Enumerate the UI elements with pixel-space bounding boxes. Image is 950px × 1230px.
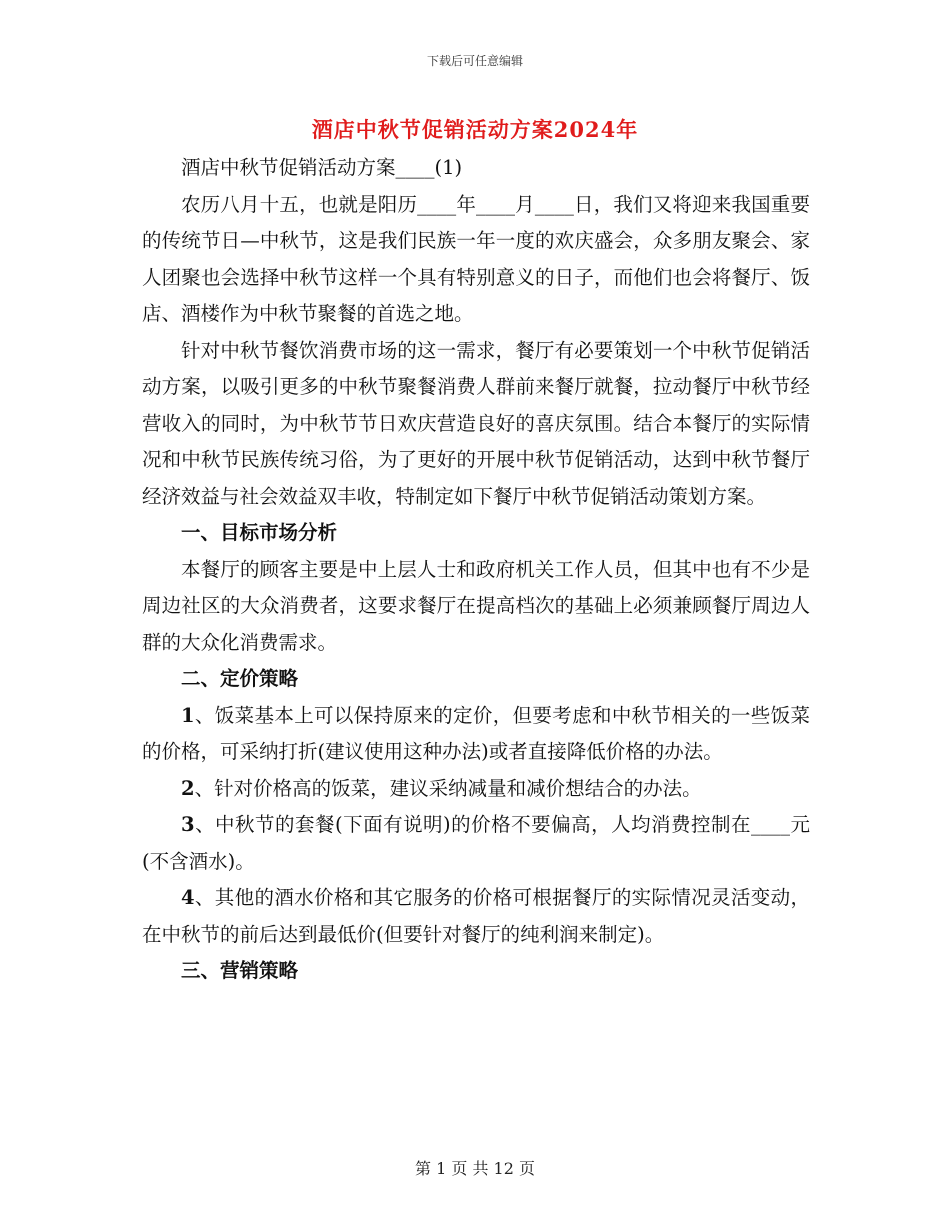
- document-body: [142, 150, 810, 990]
- heading-marketing: 三、营销策略: [181, 959, 299, 982]
- paragraph-purpose: 针对中秋节餐饮消费市场的这一需求，餐厅有必要策划一个中秋节促销活动方案，以吸引更多的中秋节聚餐消费人群前来餐厅就餐，拉动餐厅中秋节经营收入的同时，为中秋节节日欢庆营造良好的喜庆氛围。结合本餐厅的实际情况和中秋节民族传统习俗，为了更好的开展中秋节促销活动，达到中秋节餐厅经济效益与社会效益双丰收，特制定如下餐厅中秋节促销活动策划方案。: [142, 338, 810, 508]
- item-text: 、其他的酒水价格和其它服务的价格可根据餐厅的实际情况灵活变动，在中秋节的前后达到最低价(但要针对餐厅的纯利润来制定)。: [142, 886, 810, 946]
- pricing-item-1: [142, 698, 810, 771]
- item-text: 、饭菜基本上可以保持原来的定价，但要考虑和中秋节相关的一些饭菜的价格，可采纳打折(建议使用这种办法)或者直接降低价格的办法。: [142, 703, 810, 763]
- heading-pricing: 二、定价策略: [181, 667, 299, 690]
- item-number: 3: [181, 813, 195, 836]
- page-footer: 第 1 页 共 12 页: [415, 1159, 535, 1178]
- item-text: 、中秋节的套餐(下面有说明)的价格不要偏高，人均消费控制在____元(不含酒水)。: [142, 813, 810, 873]
- pricing-item-2: [142, 771, 810, 808]
- heading-target-market: 一、目标市场分析: [181, 521, 338, 544]
- paragraph-subtitle: 酒店中秋节促销活动方案____(1): [181, 156, 463, 179]
- paragraph-target-market: 本餐厅的顾客主要是中上层人士和政府机关工作人员，但其中也有不少是周边社区的大众消费者，这要求餐厅在提高档次的基础上必须兼顾餐厅周边人群的大众化消费需求。: [142, 557, 810, 654]
- item-number: 1: [181, 703, 195, 727]
- header-note: 下载后可任意编辑: [426, 54, 523, 68]
- item-number: 2: [181, 776, 195, 800]
- pricing-item-4: [142, 880, 810, 953]
- pricing-item-3: [142, 807, 810, 880]
- paragraph-intro: 农历八月十五，也就是阳历____年____月____日，我们又将迎来我国重要的传统节日—中秋节，这是我们民族一年一度的欢庆盛会，众多朋友聚会、家人团聚也会选择中秋节这样一个具有特别意义的日子，而他们也会将餐厅、饭店、酒楼作为中秋节聚餐的首选之地。: [142, 192, 810, 325]
- item-text: 、针对价格高的饭菜，建议采纳减量和减价想结合的办法。: [194, 776, 702, 800]
- item-number: 4: [181, 886, 195, 909]
- document-title: 酒店中秋节促销活动方案2024年: [311, 117, 639, 142]
